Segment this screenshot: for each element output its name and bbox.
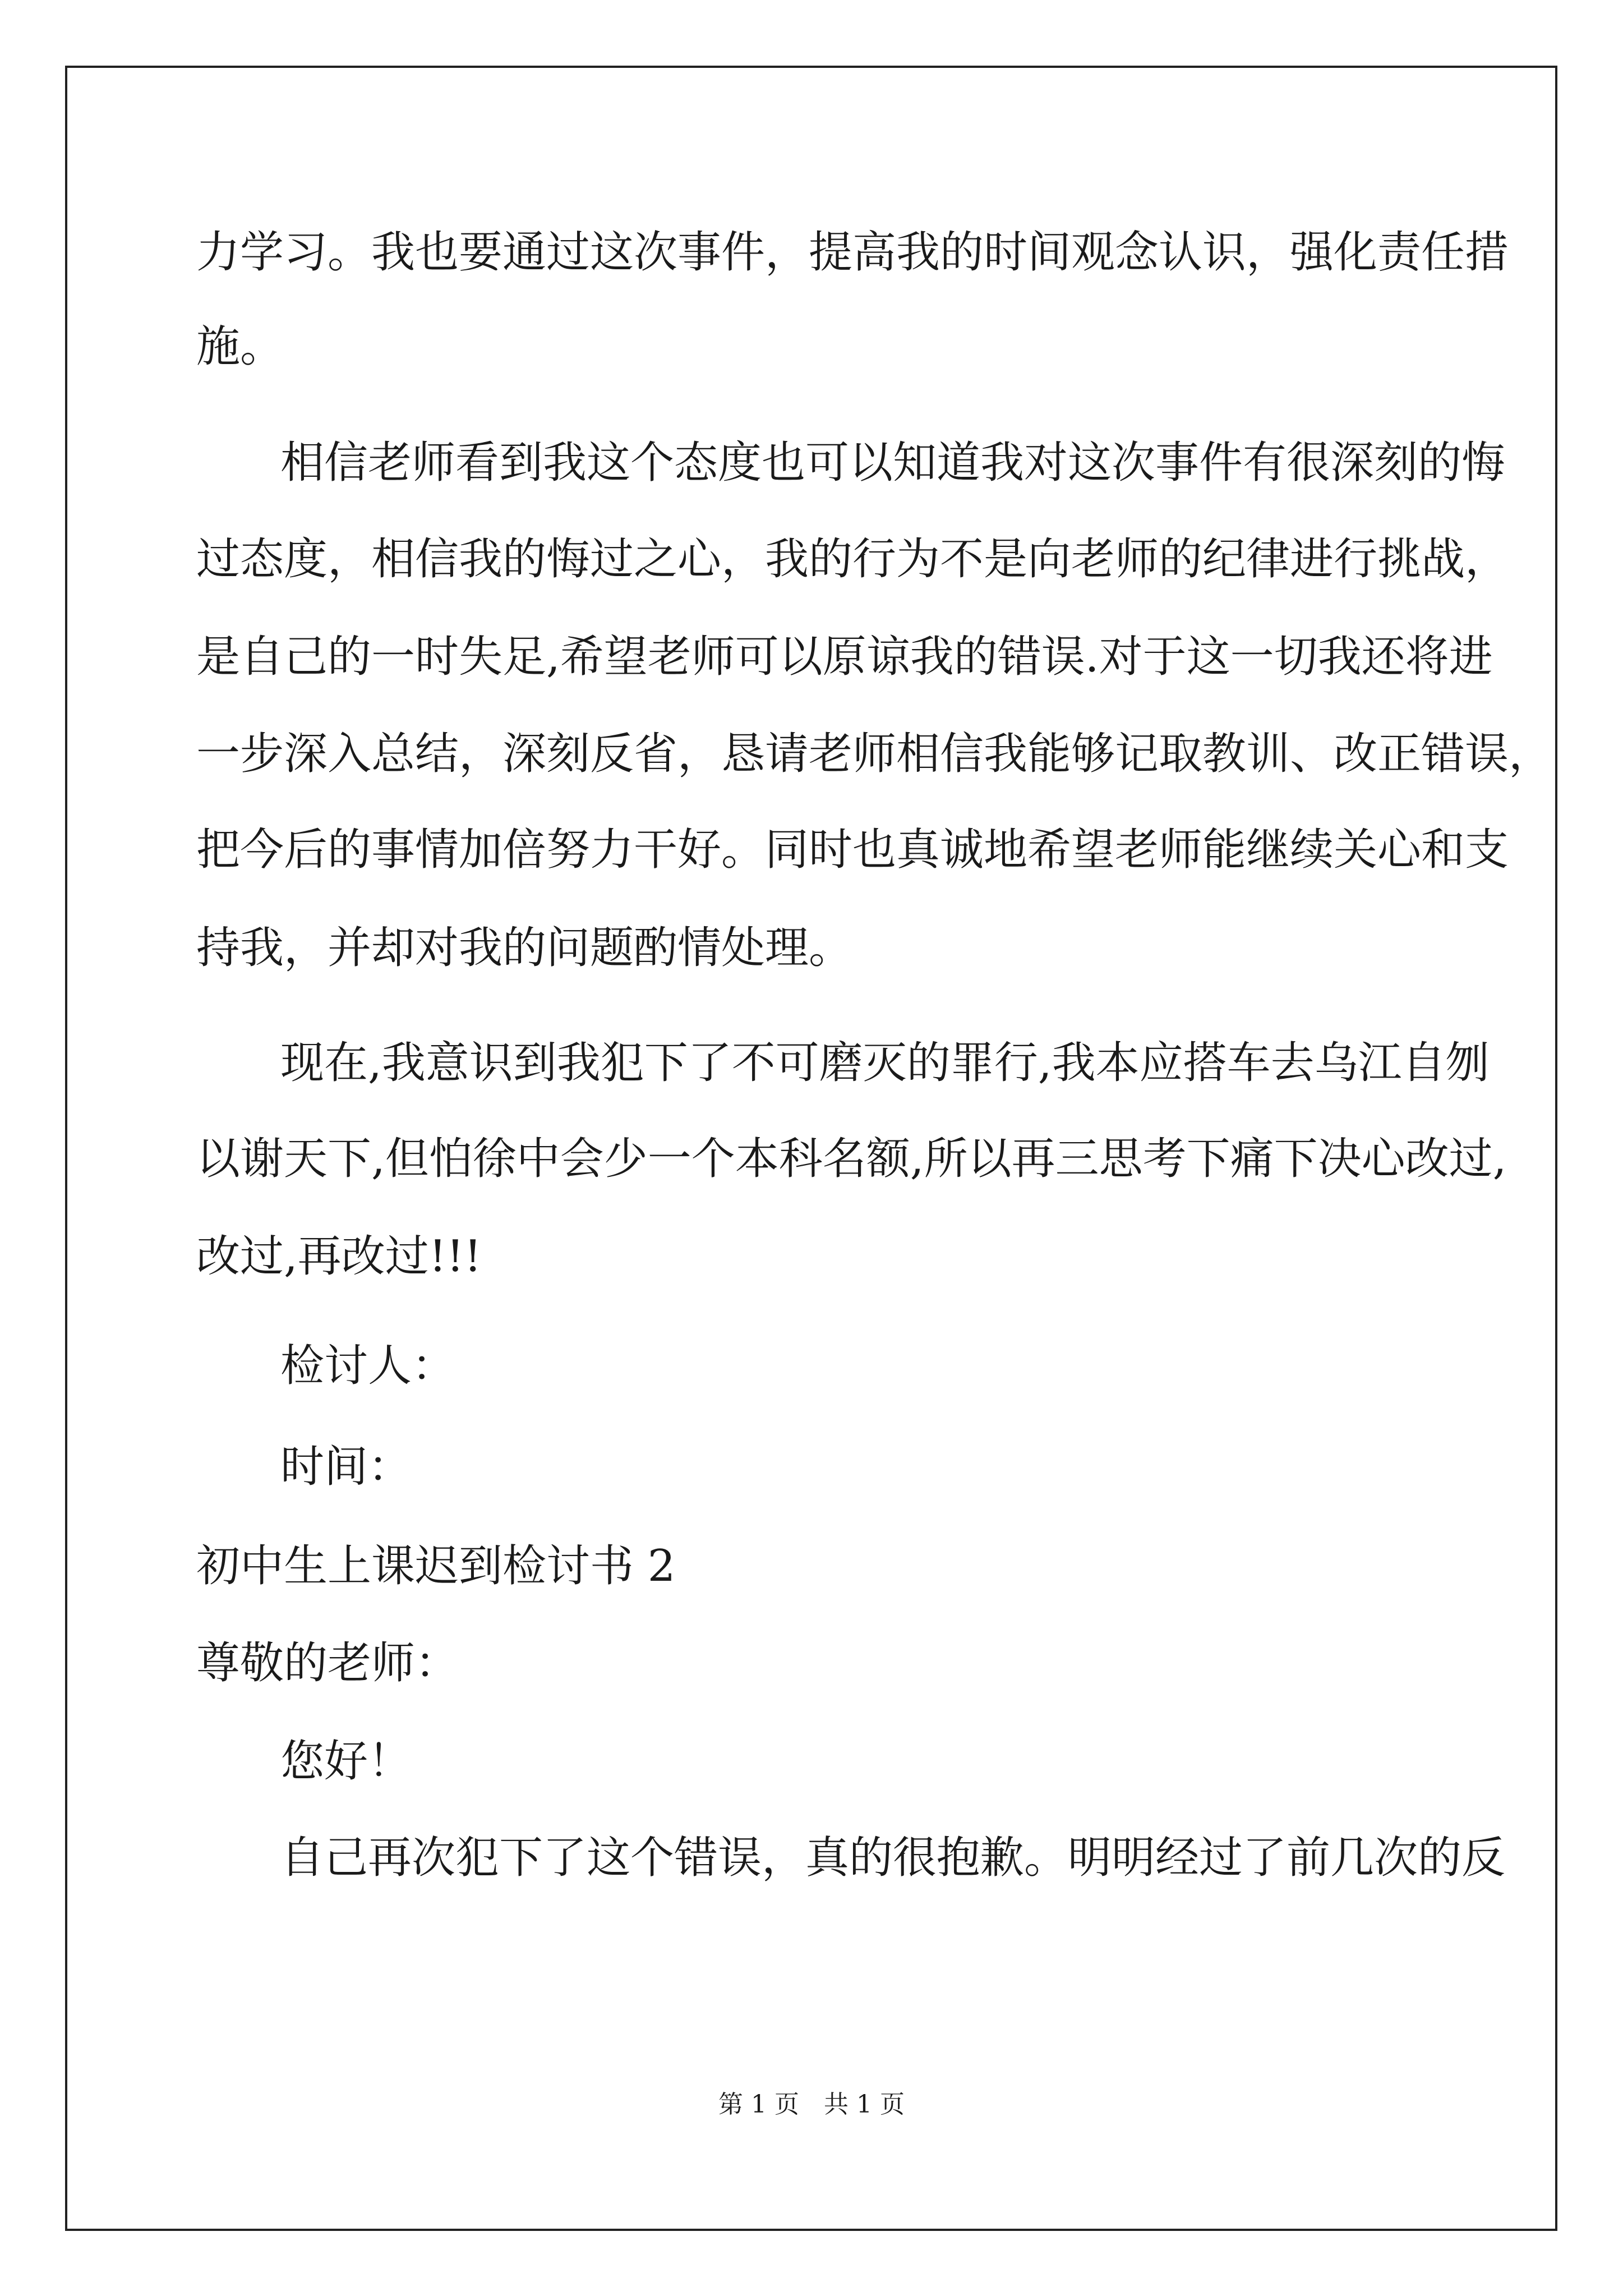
body-line-6: 一步深入总结，深刻反省，恳请老师相信我能够记取教训、改正错误，	[196, 729, 1553, 779]
body-line-4: 过态度，相信我的悔过之心，我的行为不是向老师的纪律进行挑战，	[196, 534, 1509, 585]
body-line-17: 自己再次犯下了这个错误，真的很抱歉。明明经过了前几次的反	[280, 1833, 1506, 1883]
body-line-3: 相信老师看到我这个态度也可以知道我对这次事件有很深刻的悔	[280, 438, 1506, 488]
salutation: 尊敬的老师：	[196, 1638, 459, 1688]
body-line-5: 是自己的一时失足,希望老师可以原谅我的错误.对于这一切我还将进	[196, 632, 1493, 682]
date-label: 时间：	[280, 1442, 412, 1492]
body-line-9: 现在,我意识到我犯下了不可磨灭的罪行,我本应搭车去乌江自刎	[280, 1038, 1490, 1088]
body-line-7: 把今后的事情加倍努力干好。同时也真诚地希望老师能继续关心和支	[196, 825, 1509, 875]
section-title: 初中生上课迟到检讨书 2	[196, 1541, 676, 1591]
body-line-8: 持我，并却对我的问题酌情处理。	[196, 923, 853, 973]
body-line-11: 改过,再改过!!!	[196, 1231, 482, 1282]
page-footer: 第 1 页 共 1 页	[718, 2090, 905, 2119]
body-line-2: 施。	[196, 321, 284, 372]
body-line-10: 以谢天下,但怕徐中会少一个本科名额,所以再三思考下痛下决心改过,	[196, 1134, 1507, 1184]
greeting: 您好！	[280, 1736, 412, 1787]
body-line-1: 力学习。我也要通过这次事件，提高我的时间观念认识，强化责任措	[196, 227, 1509, 278]
signer-label: 检讨人：	[280, 1341, 456, 1391]
